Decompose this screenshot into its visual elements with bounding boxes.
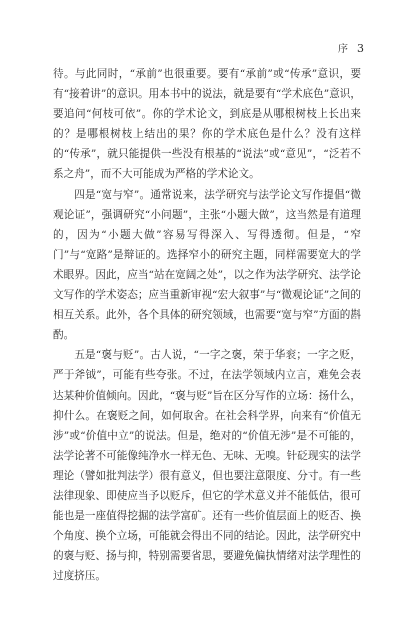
body-text	[53, 64, 361, 586]
running-header-section: 序	[338, 44, 349, 55]
page-number: 3	[357, 42, 365, 55]
paragraph-width-and-narrowness: 四是“宽与窄”。通常说来，法学研究与法学论文写作提倡“微观论证”，强调研究“小问题”，主张“小题大做”，这当然是有道理的，因为“小题大做”容易写得深入、写得透彻。但是，“窄门”与“宽路”是辩证的。选择窄小的研究主题，同样需要宽大的学术眼界。因此，应当“站在宽阔之处”，以之作为法学研究、法学论文写作的学术姿态；应当重新审视“宏大叙事”与“微观论证”之间的相互关系。此外，各个具体的研究领域，也需要“宽与窄”方面的斟酌。	[53, 188, 361, 342]
running-header	[338, 40, 365, 55]
paragraph-praise-and-criticism: 五是“褒与贬”。古人说，“一字之褒，荣于华衮；一字之贬，严于斧钺”，可能有些夸张。不过，在法学领域内立言，难免会表达某种价值倾向。因此，“褒与贬”旨在区分写作的立场：扬什么，抑什么。在褒贬之间，如何取舍。在社会科学界，向来有“价值无涉”或“价值中立”的说法。但是，绝对的“价值无涉”是不可能的，法学论著不可能像纯净水一样无色、无味、无嗅。针砭现实的法学理论（譬如批判法学）很有意义，但也要注意限度、分寸。有一些法律现象、即使应当予以贬斥，但它的学术意义并不能低估，很可能也是一座值得挖掘的法学富矿。还有一些价值层面上的贬否、换个角度、换个立场，可能就会得出不同的结论。因此，法学研究中的褒与贬、扬与抑，特别需要省思，要避免偏执情绪对法学理性的过度挤压。	[53, 349, 361, 583]
paragraph-continuation: 待。与此同时，“承前”也很重要。要有“承前”或“传承”意识，要有“接着讲”的意识。用本书中的说法，就是要有“学术底色”意识，要追问“何枝可依”。你的学术论文，到底是从哪根树枝上长出来的？是哪根树枝上结出的果？你的学术底色是什么？没有这样的“传承”，就只能提供一些没有根基的“说法”或“意见”，“泛若不系之舟”，而不大可能成为严格的学术论文。	[53, 68, 361, 181]
